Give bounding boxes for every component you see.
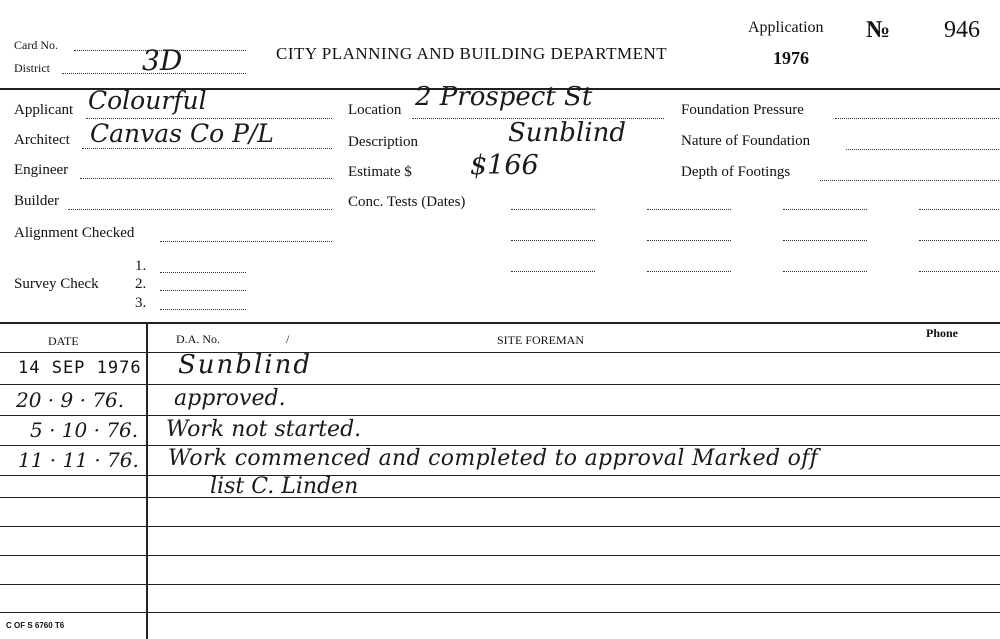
builder-label: Builder (14, 193, 59, 209)
conc-test-line (647, 271, 731, 272)
entry-text: approved. (174, 386, 286, 411)
survey-3-label: 3. (135, 295, 147, 311)
location-label: Location (348, 102, 402, 118)
survey-3-line (160, 309, 246, 310)
conc-test-line (919, 240, 999, 241)
conc-test-line (647, 209, 731, 210)
entry-date: 5 · 10 · 76. (30, 418, 139, 442)
conc-test-line (511, 209, 595, 210)
entry-text: Work not started. (166, 417, 362, 442)
depth-footings-line (820, 180, 999, 181)
application-year: 1976 (773, 48, 809, 68)
entry-text: list C. Linden (210, 474, 359, 499)
ruled-line (0, 555, 1000, 556)
conc-test-line (919, 271, 999, 272)
number-symbol: № (866, 17, 891, 43)
conc-test-line (783, 240, 867, 241)
architect-line (82, 148, 332, 149)
survey-2-line (160, 290, 246, 291)
alignment-label: Alignment Checked (14, 225, 135, 241)
entry-date: 20 · 9 · 76. (16, 388, 125, 412)
entry-text: Work commenced and completed to approval Marked off (168, 446, 819, 471)
ruled-line (0, 475, 1000, 476)
survey-label: Survey Check (14, 276, 99, 292)
ruled-line (0, 415, 1000, 416)
ruled-line (0, 497, 1000, 498)
foreman-header: SITE FOREMAN (497, 333, 585, 347)
entry-date: 14 SEP 1976 (18, 358, 142, 378)
location-value: 2 Prospect St (415, 82, 593, 112)
phone-header: Phone (926, 326, 959, 340)
survey-2-label: 2. (135, 276, 147, 292)
estimate-value: $166 (470, 150, 539, 181)
estimate-label: Estimate $ (348, 164, 412, 180)
description-label: Description (348, 134, 418, 150)
form-code: C OF S 6760 T6 (6, 621, 65, 630)
foundation-pressure-label: Foundation Pressure (681, 102, 804, 118)
survey-1-line (160, 272, 246, 273)
conc-test-line (783, 209, 867, 210)
engineer-line (80, 178, 332, 179)
date-header: DATE (48, 334, 79, 348)
ruled-line (0, 526, 1000, 527)
da-slash: / (286, 332, 290, 346)
foundation-pressure-line (835, 118, 999, 119)
description-value: Sunblind (508, 118, 626, 148)
alignment-line (160, 241, 332, 242)
entry-date: 11 · 11 · 76. (18, 448, 139, 472)
ruled-line (0, 352, 1000, 353)
applicant-label: Applicant (14, 102, 74, 118)
applicant-value: Colourful (88, 86, 207, 115)
depth-footings-label: Depth of Footings (681, 164, 791, 180)
nature-foundation-line (846, 149, 999, 150)
district-value: 3D (142, 44, 183, 77)
district-label: District (14, 61, 50, 75)
application-number: 946 (944, 17, 980, 43)
date-column-divider (146, 322, 148, 639)
conc-test-line (647, 240, 731, 241)
da-header: D.A. No. (176, 332, 220, 346)
department-title: CITY PLANNING AND BUILDING DEPARTMENT (276, 44, 668, 63)
engineer-label: Engineer (14, 162, 69, 178)
conc-test-line (919, 209, 999, 210)
ruled-line (0, 612, 1000, 613)
ruled-line (0, 584, 1000, 585)
survey-1-label: 1. (135, 258, 147, 274)
log-top-rule (0, 322, 1000, 324)
architect-label: Architect (14, 132, 70, 148)
builder-line (68, 209, 332, 210)
conc-tests-label: Conc. Tests (Dates) (348, 194, 466, 210)
card-no-label: Card No. (14, 38, 58, 52)
architect-value: Canvas Co P/L (90, 119, 274, 148)
application-label: Application (748, 19, 824, 36)
entry-text: Sunblind (178, 350, 312, 380)
conc-test-line (511, 240, 595, 241)
conc-test-line (783, 271, 867, 272)
conc-test-line (511, 271, 595, 272)
nature-foundation-label: Nature of Foundation (681, 133, 811, 149)
ruled-line (0, 384, 1000, 385)
